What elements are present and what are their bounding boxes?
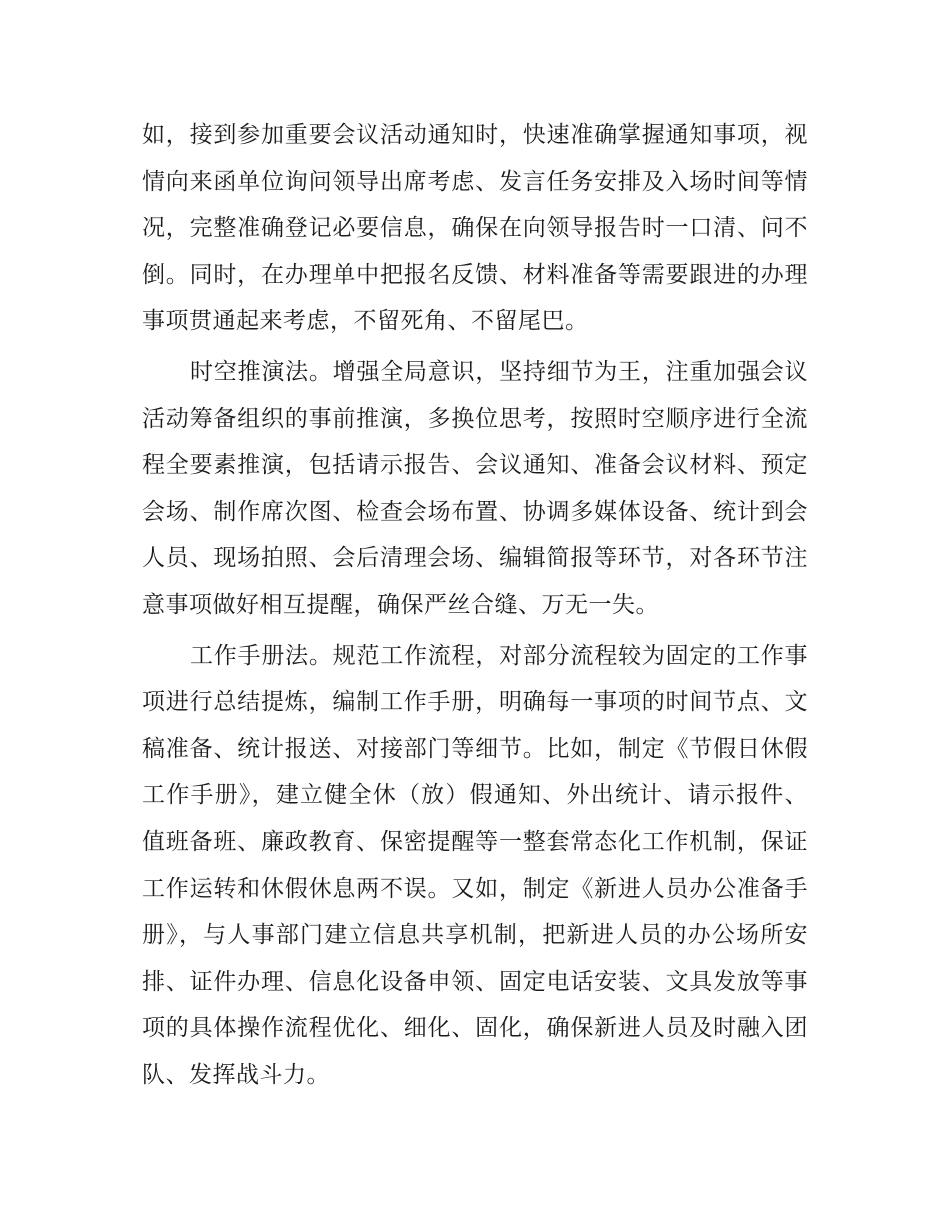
paragraph-time-space-deduction: 时空推演法。增强全局意识，坚持细节为王，注重加强会议活动筹备组织的事前推演，多换位思考，按照时空顺序进行全流程全要素推演，包括请示报告、会议通知、准备会议材料、预定会场、制作席次图、检查会场布置、协调多媒体设备、统计到会人员、现场拍照、会后清理会场、编辑简报等环节，对各环节注意事项做好相互提醒，确保严丝合缝、万无一失。 bbox=[142, 358, 808, 618]
paragraph-continuation: 如，接到参加重要会议活动通知时，快速准确掌握通知事项，视情向来函单位询问领导出席考虑、发言任务安排及入场时间等情况，完整准确登记必要信息，确保在向领导报告时一口清、问不倒。同时，在办理单中把报名反馈、材料准备等需要跟进的办理事项贯通起来考虑，不留死角、不留尾巴。 bbox=[142, 122, 808, 335]
paragraph-work-manual: 工作手册法。规范工作流程，对部分流程较为固定的工作事项进行总结提炼，编制工作手册，明确每一事项的时间节点、文稿准备、统计报送、对接部门等细节。比如，制定《节假日休假工作手册》，建立健全休（放）假通知、外出统计、请示报件、值班备班、廉政教育、保密提醒等一整套常态化工作机制，保证工作运转和休假休息两不误。又如，制定《新进人员办公准备手册》，与人事部门建立信息共享机制，把新进人员的办公场所安排、证件办理、信息化设备申领、固定电话安装、文具发放等事项的具体操作流程优化、细化、固化，确保新进人员及时融入团队、发挥战斗力。 bbox=[142, 642, 808, 1088]
document-body bbox=[142, 112, 808, 1098]
